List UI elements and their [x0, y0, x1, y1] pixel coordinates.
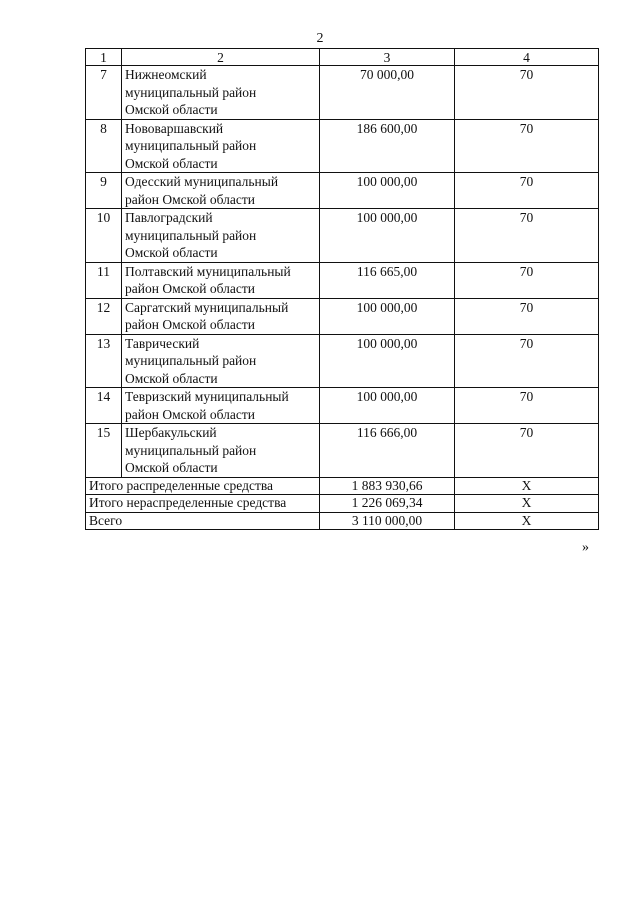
row-number: 15: [86, 424, 122, 478]
table-row: [86, 334, 599, 388]
district-name: [122, 119, 320, 173]
district-name-line: Омской области: [125, 155, 218, 171]
district-name-line: Омской области: [125, 245, 218, 260]
row-number: 10: [86, 209, 122, 263]
total-row: [86, 477, 599, 495]
row-number: 9: [86, 173, 122, 209]
cofinancing-level: 70: [455, 262, 599, 298]
cofinancing-level: 70: [455, 173, 599, 209]
cofinancing-level: 70: [455, 334, 599, 388]
district-name-line: район Омской области: [125, 281, 255, 296]
subsidy-amount: 100 000,00: [320, 388, 455, 424]
row-number: 11: [86, 262, 122, 298]
district-name: [122, 424, 320, 478]
cofinancing-level: 70: [455, 388, 599, 424]
subsidy-amount: 100 000,00: [320, 298, 455, 334]
header-col-1: 1: [86, 49, 122, 66]
district-name: [122, 298, 320, 334]
subsidy-amount: 100 000,00: [320, 173, 455, 209]
table-row: [86, 209, 599, 263]
total-amount: 1 226 069,34: [320, 495, 455, 513]
district-name-line: муниципальный район: [125, 227, 257, 243]
cofinancing-level: 70: [455, 209, 599, 263]
subsidy-amount: 186 600,00: [320, 119, 455, 173]
district-name-line: Тевризский муниципальный: [125, 389, 289, 404]
district-name-line: Саргатский муниципальный: [125, 299, 289, 315]
cofinancing-level: 70: [455, 298, 599, 334]
total-mark: Х: [455, 512, 599, 530]
district-name: [122, 388, 320, 424]
row-number: 12: [86, 298, 122, 334]
district-name: [122, 66, 320, 120]
subsidy-amount: 100 000,00: [320, 334, 455, 388]
district-name-line: Нижнеомский: [125, 67, 207, 82]
table-row: [86, 424, 599, 478]
closing-quote: »: [582, 540, 589, 555]
district-name-line: Омской области: [125, 102, 218, 117]
total-row: [86, 512, 599, 530]
table-row: [86, 119, 599, 173]
subsidy-amount: 100 000,00: [320, 209, 455, 263]
district-name: [122, 262, 320, 298]
row-number: 7: [86, 66, 122, 120]
table-header-row: [86, 49, 599, 66]
subsidy-amount: 116 666,00: [320, 424, 455, 478]
cofinancing-level: 70: [455, 66, 599, 120]
total-mark: Х: [455, 495, 599, 513]
district-name-line: муниципальный район: [125, 84, 257, 100]
table-row: [86, 173, 599, 209]
row-number: 14: [86, 388, 122, 424]
table-row: [86, 388, 599, 424]
district-name-line: муниципальный район: [125, 353, 257, 368]
total-label: Итого нераспределенные средства: [86, 495, 320, 513]
page-number: 2: [316, 31, 324, 46]
district-name-line: муниципальный район: [125, 442, 257, 458]
row-number: 13: [86, 334, 122, 388]
table-row: [86, 262, 599, 298]
total-label: Всего: [86, 512, 320, 530]
subsidy-amount: 116 665,00: [320, 262, 455, 298]
total-row: [86, 495, 599, 513]
district-name-line: Полтавский муниципальный: [125, 263, 291, 279]
header-col-3: 3: [320, 49, 455, 66]
header-col-2: 2: [122, 49, 320, 66]
district-name-line: Шербакульский: [125, 425, 217, 440]
cofinancing-level: 70: [455, 424, 599, 478]
subsidy-amount: 70 000,00: [320, 66, 455, 120]
district-name-line: район Омской области: [125, 406, 255, 422]
table-row: [86, 66, 599, 120]
header-col-4: 4: [455, 49, 599, 66]
district-name-line: Омской области: [125, 370, 218, 386]
district-name: [122, 334, 320, 388]
row-number: 8: [86, 119, 122, 173]
total-amount: 1 883 930,66: [320, 477, 455, 495]
district-name: [122, 209, 320, 263]
total-mark: Х: [455, 477, 599, 495]
district-name-line: Одесский муниципальный: [125, 174, 279, 189]
table-row: [86, 298, 599, 334]
district-name-line: район Омской области: [125, 317, 255, 332]
district-name-line: Таврический: [125, 335, 200, 351]
district-name: [122, 173, 320, 209]
district-name-line: муниципальный район: [125, 138, 257, 153]
total-label: Итого распределенные средства: [86, 477, 320, 495]
district-name-line: Нововаршавский: [125, 120, 224, 136]
allocation-table: [85, 48, 599, 530]
district-name-line: Павлоградский: [125, 210, 213, 225]
cofinancing-level: 70: [455, 119, 599, 173]
total-amount: 3 110 000,00: [320, 512, 455, 530]
district-name-line: район Омской области: [125, 191, 255, 207]
district-name-line: Омской области: [125, 460, 218, 475]
